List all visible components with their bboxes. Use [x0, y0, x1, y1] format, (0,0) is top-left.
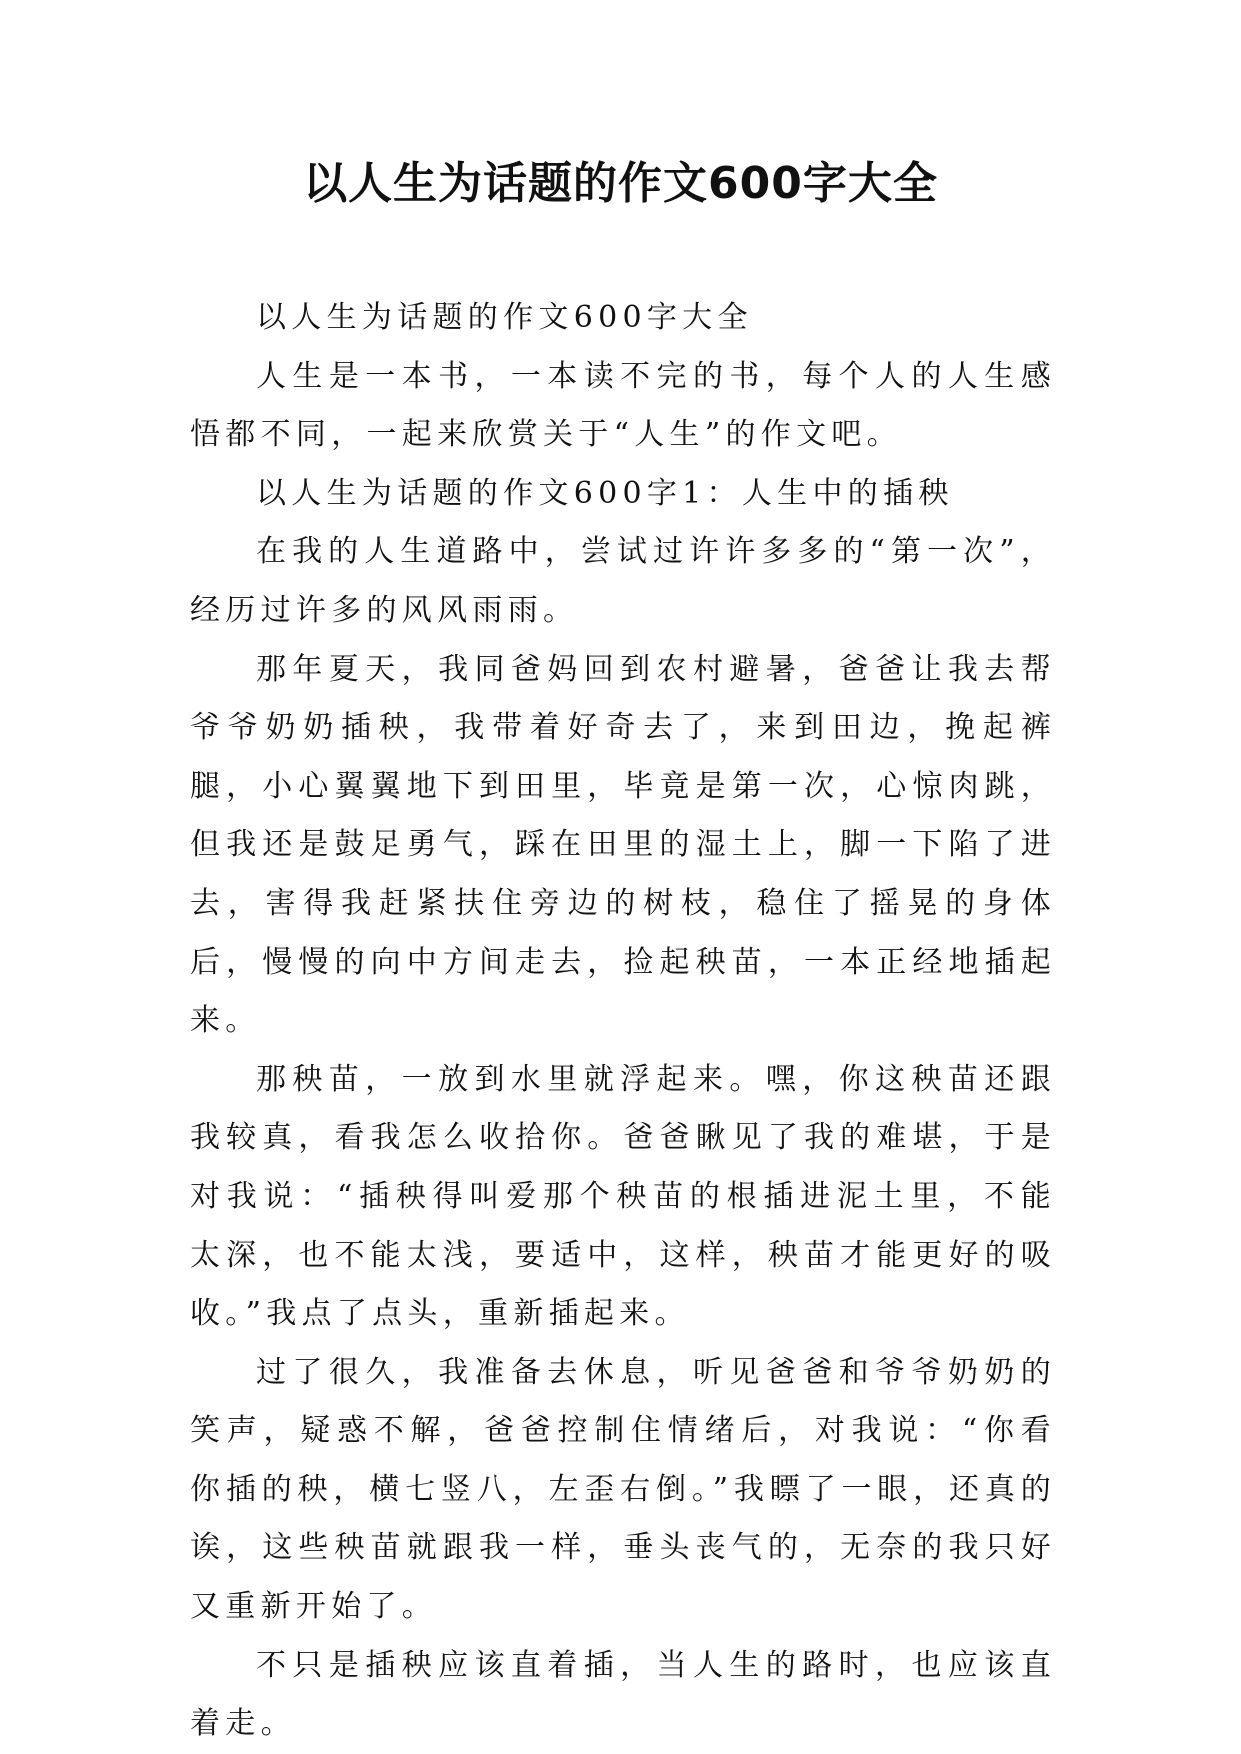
- paragraph: 那年夏天，我同爸妈回到农村避暑，爸爸让我去帮爷爷奶奶插秧，我带着好奇去了，来到田边，挽起裤腿，小心翼翼地下到田里，毕竟是第一次，心惊肉跳，但我还是鼓足勇气，踩在田里的湿土上，脚一下陷了进去，害得我赶紧扶住旁边的树枝，稳住了摇晃的身体后，慢慢的向中方间走去，捡起秧苗，一本正经地插起来。: [190, 651, 1056, 1039]
- document-body: [190, 289, 1056, 1754]
- document-title: 以人生为话题的作文600字大全: [303, 158, 938, 209]
- paragraph: 以人生为话题的作文600字1：人生中的插秧: [256, 475, 954, 511]
- paragraph: 不只是插秧应该直着插，当人生的路时，也应该直着走。: [190, 1647, 1056, 1742]
- paragraph: 过了很久，我准备去休息，听见爸爸和爷爷奶奶的笑声，疑惑不解，爸爸控制住情绪后，对我说：“你看你插的秧，横七竖八，左歪右倒。”我瞟了一眼，还真的诶，这些秧苗就跟我一样，垂头丧气的，无奈的我只好又重新开始了。: [190, 1354, 1056, 1625]
- paragraph: 以人生为话题的作文600字大全: [256, 300, 753, 335]
- paragraph: 人生是一本书，一本读不完的书，每个人的人生感悟都不同，一起来欣赏关于“人生”的作文吧。: [190, 358, 1056, 453]
- paragraph: 那秧苗，一放到水里就浮起来。嘿，你这秧苗还跟我较真，看我怎么收拾你。爸爸瞅见了我的难堪，于是对我说：“插秧得叫爱那个秧苗的根插进泥土里，不能太深，也不能太浅，要适中，这样，秧苗才能更好的吸收。”我点了点头，重新插起来。: [190, 1061, 1056, 1332]
- paragraph: 在我的人生道路中，尝试过许许多多的“第一次”，经历过许多的风风雨雨。: [190, 534, 1056, 628]
